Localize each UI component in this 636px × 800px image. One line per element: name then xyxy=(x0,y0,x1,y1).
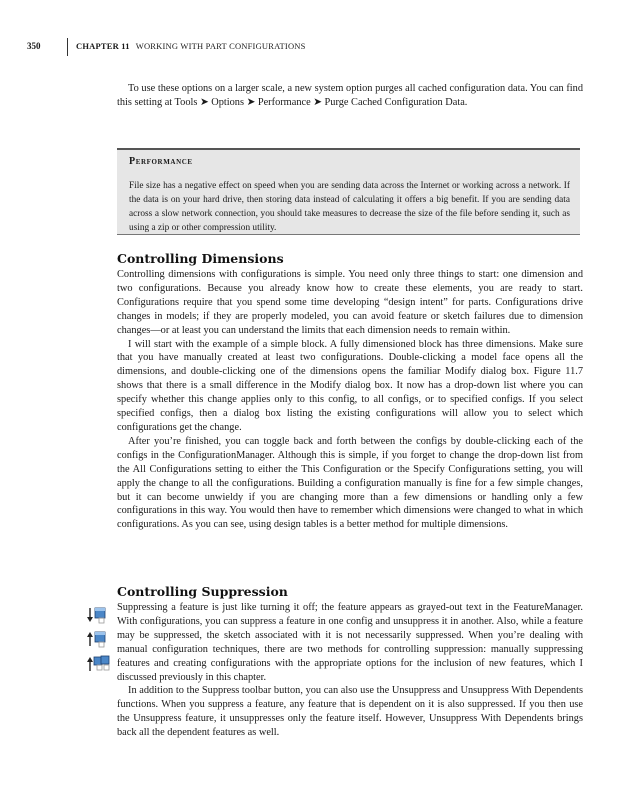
dimensions-paragraph-2: I will start with the example of a simple block. A fully dimensioned block has three dimensions. Make sure that you have manually created at least two configurations. Double-clicking a model face opens all the dimensions, and double-clicking one of the dimensions opens the familiar Modify dialog box. Figure 11.7 shows that there is a small difference in the Modify dialog box. It now has a drop-down list where you can specify whether this change applies only to this config, to all configs, or to specified configs. If you select specified configs, then a dialog box listing the existing configurations will allow you to select which configurations get the change. xyxy=(117,338,583,433)
suppression-section xyxy=(117,601,583,740)
chapter-heading xyxy=(76,41,306,51)
suppression-paragraph-2: In addition to the Suppress toolbar button, you can also use the Unsuppress and Unsuppress With Dependents functions. When you suppress a feature, any feature that is dependent on it is also suppressed. If you then use the Unsuppress feature, it unsuppresses only the feature itself. However, Unsuppress With Dependents brings back all the dependent features as well. xyxy=(117,685,583,739)
running-header xyxy=(27,38,617,56)
page-number: 350 xyxy=(27,41,41,51)
intro-paragraph: To use these options on a larger scale, a new system option purges all cached configuration data. You can find this setting at Tools ➤ Options ➤ Performance ➤ Purge Cached Configuration Data. xyxy=(117,83,583,108)
suppress-icon xyxy=(86,606,108,624)
suppression-paragraph-1: Suppressing a feature is just like turning it off; the feature appears as grayed-out text in the FeatureManager. With configurations, you can suppress a feature in one config and unsuppress it in another. Also, while a feature may be suppressed, the sketch associated with it is not necessarily suppressed. When you’re dealing with manual configuration techniques, there are two methods for controlling suppression: manually suppressing features and creating configurations with the appropriate options for the inclusion of new features, which I discussed previously in this chapter. xyxy=(117,602,583,683)
section-heading-dimensions: Controlling Dimensions xyxy=(117,251,284,266)
header-divider xyxy=(67,38,68,56)
unsuppress-with-dependents-icon xyxy=(86,655,112,673)
note-title: Performance xyxy=(129,156,193,167)
chapter-label: CHAPTER 11 xyxy=(76,41,130,51)
unsuppress-icon xyxy=(86,630,108,648)
chapter-title: WORKING WITH PART CONFIGURATIONS xyxy=(135,41,306,51)
dimensions-paragraph-3: After you’re finished, you can toggle back and forth between the configs by double-clicking each of the configs in the ConfigurationManager. Although this is simple, if you forget to change the drop-down list from the All Configurations setting to either the This Configuration or the Specify Configurations setting, you will apply the change to all the configurations. Building a configuration manually is fine for a few simple changes, but it can become unwieldy if you are changing more than a few dimensions or handling only a few configurations in this way. You would then have to remember which dimensions were changed to what in which configurations. As you can see, using design tables is a better method for multiple dimensions. xyxy=(117,435,583,531)
section-heading-suppression: Controlling Suppression xyxy=(117,584,288,599)
note-text: File size has a negative effect on speed when you are sending data across the Internet or working across a network. If the data is on your hard drive, then storing data instead of calculating it offers a big benefit. If you are sending data across a slow network connection, you should take measures to decrease the size of the file before sending it, such as using a zip or other compression utility. xyxy=(129,181,570,233)
intro-section xyxy=(117,82,583,110)
dimensions-paragraph-1: Controlling dimensions with configurations is simple. You need only three things to start: one dimension and two configurations. Because you already know how to create these elements, you are ready to start. Configurations require that you spend some time developing “design intent” for parts. Configurations drive changes in models; if they are properly modeled, you can avoid feature or sketch failures due to dimension changes—or at least you can understand the limits that each dimension needs to remain within. xyxy=(117,269,583,336)
dimensions-section xyxy=(117,268,583,532)
performance-note xyxy=(117,148,580,235)
